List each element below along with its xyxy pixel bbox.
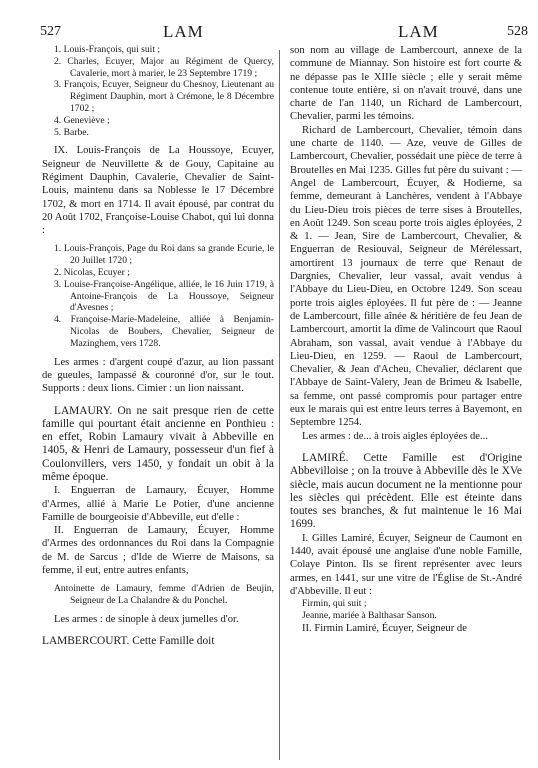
lambercourt-entry: LAMBERCOURT. Cette Famille doit [42, 635, 215, 648]
genealogy-paragraph: I. Gilles Lamiré, Écuyer, Seigneur de Caumont en 1440, avait épousé une anglaise d'une noble Famille, Colaye Pinton. Ils se firent représenter avec leurs armes, en 1441, sur une vitre de l'Église de St.-André d'Abbeville. Il eut : [290, 532, 522, 597]
list-item: 2. Charles, Ecuyer, Major au Régiment de Quercy, Cavalerie, mort à marier, le 23 Septembre 1719 ; [54, 55, 274, 79]
list-item: 4. Geneviève ; [54, 114, 110, 126]
list-item: 3. François, Ecuyer, Seigneur du Chesnoy, Lieutenant au Régiment Dauphin, mort à Crémone, le 8 Décembre 1702 ; [54, 79, 274, 114]
left-column [42, 44, 274, 649]
lamaury-entry: LAMAURY. On ne sait presque rien de cette famille qui pourtant était ancienne en Ponthieu : en effet, Robin Lamaury vivait à Abbeville en 1405, & Henri de Lamaury, possesseur d'un fief à Coulonvillers, vers 1450, y fondait un obit à la même époque. [42, 404, 274, 483]
list-item: 1. Louis-François, Page du Roi dans sa grande Ecurie, le 20 Juillet 1720 ; [54, 243, 274, 267]
genealogy-paragraph: II. Enguerran de Lamaury, Écuyer, Homme d'Armes des ordonnances du Roi dans la Compagnie de M. de Sarcus ; d'Ide de Wierre de Maisons, sa femme, il eut, entre autres enfants, [42, 525, 274, 577]
right-column [290, 44, 522, 635]
genealogy-paragraph: Richard de Lambercourt, Chevalier, témoin dans une charte de 1140. — Aze, veuve de Gilles de Lambercourt, Chevalier, possédait une pièce de terre à Broutelles en Mai 1235. Gilles fut père du suivant : — Angel de Lambercourt, Écuyer, & Hodierne, sa femme, demeurant à Lanchères, vendent à l'Abbaye du Lieu-Dieu trois pièces de terre sises à Broutelles, en Août 1249. Son sceau porte trois aigles éployées, 2 & 1. — Jean, Sire de Lambercourt, Chevalier, & Enguerran de Resiouval, Seigneur de Mérélessart, amortirent 13 journaux de terre que Renaut de Dargnies, Chevalier, leur vassal, avait vendus à l'Abbaye du Lieu-Dieu, en Octobre 1249. Son sceau porte trois aigles éployées. Il fut père de : — Jeanne de Lambercourt, fille aînée & héritière de feu Jean de Lambercourt, amortit la dîme de Valincourt que Raoul Abraham, son vassal, avait vendue à l'Abbaye du Lieu-Dieu, en 1259. — Raoul de Lambercourt, Chevalier, & Jean d'Acheu, Chevalier, déclarent que l'Abbaye de Saint-Valery, Jean de Brimeu & Isabelle, sa femme, ont passé compromis pour partager entre eux le marais qui est entre leurs terres à Bayemont, en Septembre 1254. [290, 124, 522, 429]
list-item: 5. Barbe. [54, 126, 89, 138]
arms-paragraph: Les armes : de... à trois aigles éployées de... [302, 430, 488, 442]
right-running-head: LAM [398, 22, 439, 41]
genealogy-paragraph: I. Enguerran de Lamaury, Écuyer, Homme d'Armes, allié à Marie Le Potier, d'une ancienne Famille de bourgeoisie d'Abbeville, eut d'elle : [42, 485, 274, 523]
list-item: 4. Françoise-Marie-Madeleine, alliée à Benjamin-Nicolas de Boubers, Chevalier, Seigneur de Mazinghem, vers 1728. [54, 314, 274, 349]
list-item: Jeanne, mariée à Balthasar Sanson. [302, 609, 437, 621]
right-page-number: 528 [507, 24, 528, 39]
genealogy-paragraph: IX. Louis-François de La Houssoye, Ecuyer, Seigneur de Neuvillette & de Gouy, Capitaine au Régiment Dauphin, Cavalerie, Chevalier de Saint-Louis, maintenu dans sa Noblesse le 17 Décembre 1702, & mort en 1714. Il avait épousé, par contrat du 20 Août 1702, Françoise-Louise Chabot, qui lui donna : [42, 145, 274, 237]
left-page-number: 527 [40, 24, 61, 39]
arms-paragraph: Les armes : de sinople à deux jumelles d'or. [54, 613, 239, 625]
genealogy-paragraph: II. Firmin Lamiré, Écuyer, Seigneur de [302, 622, 467, 634]
column-divider [279, 50, 280, 760]
genealogy-paragraph: son nom au village de Lambercourt, annexe de la commune de Miannay. Son histoire est fort courte & ne dépasse pas le XIIIe siècle ; elle y serait même contenue toute entière, si on n'avait trouvé, dans une charte de l'an 1140, un Richard de Lambercourt, Chevalier, parmi les témoins. [290, 45, 522, 123]
left-running-head: LAM [163, 22, 204, 41]
arms-paragraph: Les armes : d'argent coupé d'azur, au lion passant de gueules, lampassé & couronné d'or, sur le tout. Supports : deux lions. Cimier : un lion naissant. [42, 356, 274, 395]
page-header [0, 22, 538, 44]
list-item: 1. Louis-François, qui suit ; [54, 44, 161, 55]
list-item: 2. Nicolas, Ecuyer ; [54, 267, 130, 279]
list-item: 3. Louise-Françoise-Angélique, alliée, le 16 Juin 1719, à Antoine-François de La Houssoye, Seigneur d'Avesnes ; [54, 278, 274, 314]
list-item: Firmin, qui suit ; [302, 598, 367, 610]
list-item: Antoinette de Lamaury, femme d'Adrien de Beujin, Seigneur de La Chalandre & du Ponchel. [54, 583, 274, 607]
lamire-entry: LAMIRÉ. Cette Famille est d'Origine Abbevilloise ; on la trouve à Abbeville dès le XVe siècle, mais aucun document ne la mentionne pour les siècles qui précèdent. Elle est éteinte dans toutes ses branches, & fut maintenue le 16 Mai 1699. [290, 451, 522, 531]
